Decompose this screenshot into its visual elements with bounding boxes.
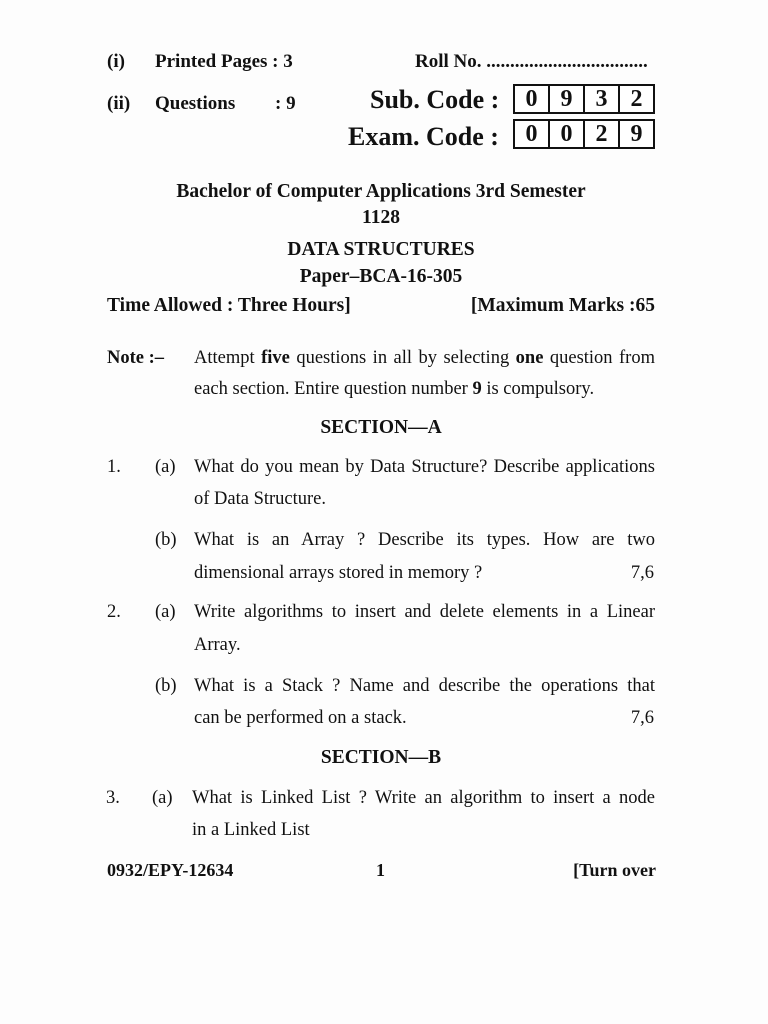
question-2b-label: (b) [155,676,177,696]
exam-code-digit: 0 [548,121,583,147]
note-emphasis: 9 [472,379,482,399]
question-1b-label: (b) [155,530,177,550]
section-a-heading: SECTION—A [320,417,442,438]
question-1b-text-line: dimensional arrays stored in memory ? [194,563,483,583]
paper-reference-code: 0932/EPY-12634 [107,860,234,880]
question-2a-text-line: Write algorithms to insert and delete elements in a Linear [194,602,655,622]
sub-code-digit: 9 [548,86,583,112]
questions-count-value: : 9 [275,93,296,114]
question-3a-text-line: in a Linked List [192,820,310,840]
note-text: Attempt [194,348,262,368]
sub-code-digit: 0 [525,86,538,112]
question-2-marks: 7,6 [630,708,654,728]
question-2-number: 2. [107,602,121,622]
questions-count-label: Questions [155,93,236,114]
question-2a-label: (a) [155,602,176,622]
note-text: each section. Entire question number [194,379,473,399]
printed-pages-label: Printed Pages : 3 [155,51,293,72]
question-3a-text-line: What is Linked List ? Write an algorithm to insert a node [192,788,655,808]
question-1a-label: (a) [155,457,176,477]
sub-code-digit: 3 [583,86,618,112]
question-1-number: 1. [107,457,121,477]
question-1a-text-line: What do you mean by Data Structure? Describe applications [194,457,655,477]
printed-pages-number: (i) [107,51,125,72]
subject-title: DATA STRUCTURES [287,239,475,260]
question-1-marks: 7,6 [630,563,654,583]
sub-code-boxes [513,84,655,114]
exam-code-boxes [513,119,655,149]
exam-code-digit: 0 [525,121,538,147]
questions-count-number: (ii) [107,93,131,114]
paper-code: Paper–BCA-16-305 [299,266,463,287]
note-emphasis: five [261,348,290,368]
question-2b-text-line: can be performed on a stack. [194,708,407,728]
sub-code-label: Sub. Code : [370,85,500,114]
exam-code-digit: 9 [618,121,653,147]
paper-number: 1128 [362,207,400,228]
program-title: Bachelor of Computer Applications 3rd Semester [176,181,586,202]
section-b-heading: SECTION—B [320,747,442,768]
note-line-1 [194,348,655,368]
sub-code-digit: 2 [618,86,653,112]
question-2b-text-line: What is a Stack ? Name and describe the operations that [194,676,655,696]
note-text: questions in all by selecting [289,348,516,368]
turn-over-note: [Turn over [573,860,656,880]
maximum-marks: [Maximum Marks :65 [470,295,655,316]
note-label: Note :– [107,348,165,368]
note-line-2 [194,379,594,399]
time-allowed: Time Allowed : Three Hours] [107,295,351,316]
question-1b-text-line: What is an Array ? Describe its types. How are two [194,530,655,550]
exam-code-label: Exam. Code : [348,122,499,151]
note-text: is compulsory. [481,379,595,399]
roll-number-field: Roll No. .................................. [415,51,648,72]
note-text: question from [543,348,655,368]
exam-code-digit: 2 [583,121,618,147]
question-2a-text-line: Array. [194,635,241,655]
question-1a-text-line: of Data Structure. [194,489,327,509]
question-3a-label: (a) [152,788,173,808]
note-emphasis: one [515,348,544,368]
page-number: 1 [376,860,385,880]
question-3-number: 3. [106,788,120,808]
